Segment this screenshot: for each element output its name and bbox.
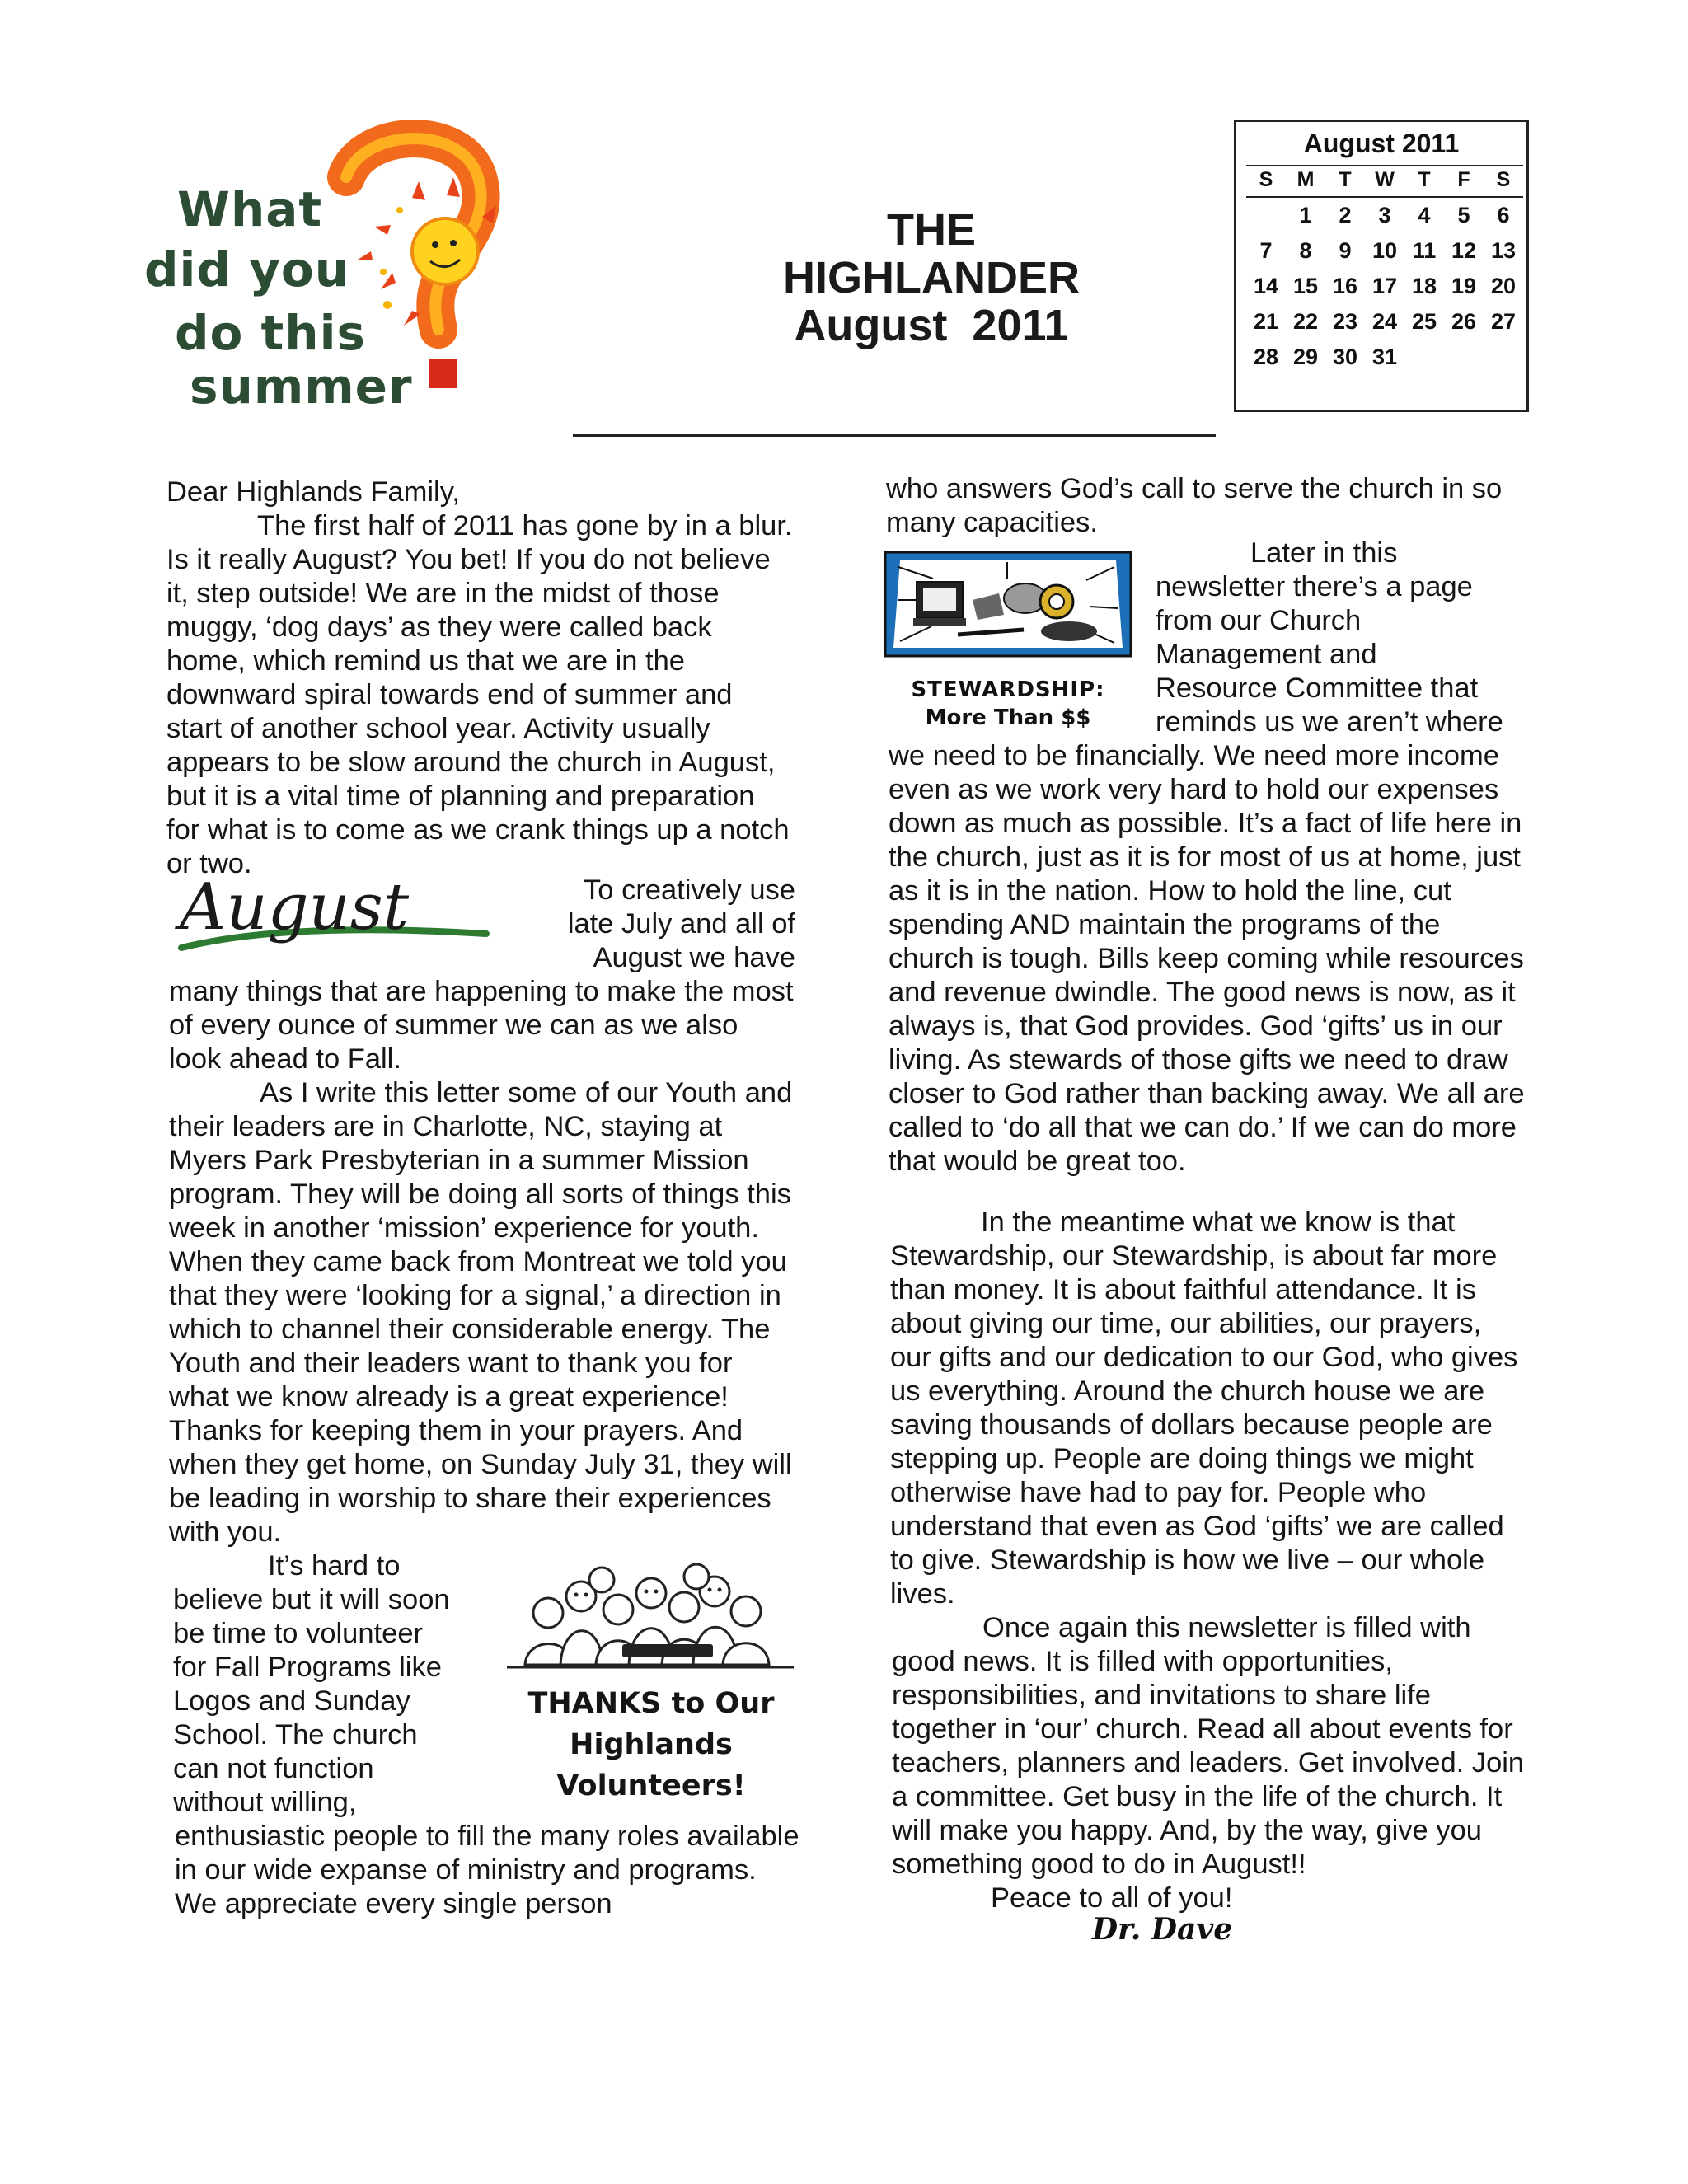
- calendar-date: 7: [1259, 238, 1273, 263]
- calendar-date: 27: [1490, 309, 1517, 334]
- calendar-date: 24: [1372, 309, 1398, 334]
- right-paragraph-0: who answers God’s call to serve the church in so many capacities.: [886, 473, 1503, 538]
- calendar-date: 2: [1339, 203, 1352, 227]
- right-paragraph-2: In the meantime what we know is that Stewardship, our Stewardship, is about far more than money. It is about faithful attendance. It is about giving our time, our abilities, our prayers, our gifts and our dedication to our God, who gives us everything. Around the church house we are saving thousands of dollars because people are stepping up. People are doing things we might otherwise have had to pay for. People who understand that even as God ‘gifts’ we are called to give. Stewardship is how we live – our whole lives.: [890, 1207, 1518, 1610]
- para-line: from our Church: [1156, 605, 1362, 636]
- calendar-date: 5: [1457, 203, 1470, 227]
- stewardship-icon: [884, 551, 1132, 658]
- para-line: believe but it will soon: [173, 1584, 450, 1615]
- calendar-day-header: T: [1418, 168, 1431, 191]
- calendar-date: 3: [1378, 203, 1391, 227]
- para-line: Logos and Sunday: [173, 1685, 410, 1717]
- calendar-date: 1: [1299, 203, 1312, 227]
- volunteers-group-icon: [499, 1562, 802, 1673]
- calendar-week-row: [1246, 269, 1523, 304]
- para-line: School. The church: [173, 1719, 418, 1750]
- calendar-date: 12: [1451, 238, 1477, 263]
- calendar-day-header: T: [1339, 168, 1352, 191]
- calendar-grid: [1246, 165, 1523, 375]
- para-line: newsletter there’s a page: [1156, 571, 1473, 602]
- calendar-date: 9: [1339, 238, 1352, 263]
- august-script-icon: [165, 869, 511, 960]
- calendar-week-row: [1246, 340, 1523, 375]
- calendar-day-header: M: [1296, 168, 1315, 191]
- calendar-date: 8: [1299, 238, 1312, 263]
- para-line: be time to volunteer: [173, 1618, 424, 1649]
- calendar-date: 19: [1451, 274, 1477, 298]
- calendar-date: 15: [1292, 274, 1319, 298]
- para-line: Resource Committee that: [1156, 673, 1479, 704]
- signature: Dr. Dave: [1091, 1912, 1233, 1947]
- left-paragraph-2-start: To creatively use late July and all of August we have: [567, 874, 795, 973]
- calendar-date: 30: [1332, 344, 1358, 369]
- calendar-week-row: [1246, 233, 1523, 269]
- stewardship-caption-title: STEWARDSHIP:: [911, 677, 1105, 702]
- para-line: Management and: [1156, 639, 1377, 670]
- calendar-day-header: S: [1259, 168, 1273, 191]
- logo-word-4: summer: [190, 359, 413, 415]
- greeting: Dear Highlands Family,: [166, 476, 460, 508]
- caption-line: Volunteers!: [556, 1769, 746, 1802]
- august-script-art: [165, 869, 511, 960]
- volunteers-clipart: [499, 1562, 802, 1673]
- caption-line: THANKS to Our: [528, 1687, 775, 1720]
- newsletter-title: [676, 206, 1187, 349]
- calendar-day-header: F: [1457, 168, 1470, 191]
- title-line-2: HIGHLANDER: [783, 253, 1080, 302]
- stewardship-caption-subtitle: More Than $$: [925, 705, 1091, 730]
- logo-word-1: What: [177, 181, 323, 237]
- summer-logo: [140, 120, 569, 416]
- calendar-week-row: [1246, 198, 1523, 233]
- right-paragraph-3: Once again this newsletter is filled with good news. It is filled with opportunities, responsibilities, and invitations to share life together in ‘our’ church. Read all about events for teachers, planners and leaders. Get involved. Join a committee. Get busy in the life of the church. It will make you happy. And, by the way, give you something good to do in August!!: [892, 1612, 1525, 1880]
- calendar-date: 21: [1253, 309, 1279, 334]
- title-divider: [573, 434, 1216, 437]
- para-line: can not function: [173, 1753, 374, 1784]
- calendar-date: 23: [1332, 309, 1358, 334]
- calendar-date: 10: [1372, 238, 1398, 263]
- right-paragraph-1-lines: [1156, 537, 1535, 739]
- left-paragraph-1: The first half of 2011 has gone by in a blur. Is it really August? You bet! If you do not believe it, step outside! We are in the midst of those muggy, ‘dog days’ as they were called back home, which remind us that we are in the downward spiral towards end of summer and start of another school year. Activity usually appears to be slow around the church in August, but it is a vital time of planning and preparation for what is to come as we crank things up a notch or two.: [166, 510, 793, 879]
- title-line-3: August 2011: [794, 301, 1069, 350]
- calendar-month: August 2011: [1303, 129, 1460, 158]
- logo-word-3: do this: [175, 305, 366, 361]
- calendar-day-header: W: [1375, 168, 1395, 191]
- para-line: It’s hard to: [268, 1550, 401, 1582]
- calendar-header-row: [1246, 165, 1523, 198]
- calendar-date: 17: [1372, 274, 1398, 298]
- calendar: [1234, 120, 1529, 412]
- calendar-date: 14: [1253, 274, 1279, 298]
- title-line-1: THE: [887, 205, 976, 255]
- para-line: Later in this: [1250, 537, 1398, 569]
- calendar-week-row: [1246, 304, 1523, 340]
- para-line: reminds us we aren’t where: [1156, 706, 1503, 738]
- calendar-date: 22: [1292, 309, 1319, 334]
- logo-word-2: did you: [144, 241, 350, 298]
- left-paragraph-3: As I write this letter some of our Youth and their leaders are in Charlotte, NC, staying at Myers Park Presbyterian in a summer Mission program. They will be doing all sorts of things this week in another ‘mission’ experience for youth. When they came back from Montreat we told you that they were ‘looking for a signal,’ a direction in which to channel their considerable energy. The Youth and their leaders want to thank you for what we know already is a great experience! Thanks for keeping them in your prayers. And when they get home, on Sunday July 31, they will be leading in worship to share their experiences with you.: [169, 1077, 793, 1548]
- para-line: for Fall Programs like: [173, 1652, 442, 1683]
- caption-line: Highlands: [570, 1728, 733, 1761]
- calendar-date: 31: [1372, 344, 1398, 369]
- calendar-date: 6: [1497, 203, 1510, 227]
- volunteers-caption: [511, 1683, 791, 1807]
- calendar-date: 29: [1292, 344, 1319, 369]
- right-paragraph-1-rest: we need to be financially. We need more income even as we work very hard to hold our expenses down as much as possible. It’s a fact of life here in the church, just as it is for most of us at home, just as it is in the nation. How to hold the line, cut spending AND maintain the programs of the church is tough. Bills keep coming while resources and revenue dwindle. The good news is now, as it always is, that God provides. God ‘gifts’ us in our living. As stewards of those gifts we need to draw closer to God rather than backing away. We all are called to ‘do all that we can do.’ If we can do more that would be great too.: [889, 740, 1525, 1177]
- para-line: without willing,: [173, 1787, 357, 1818]
- calendar-date: 13: [1490, 238, 1517, 263]
- stewardship-clipart: [884, 551, 1132, 658]
- calendar-date: 18: [1411, 274, 1437, 298]
- calendar-date: 25: [1411, 309, 1437, 334]
- closing-line: Peace to all of you!: [991, 1882, 1233, 1914]
- calendar-date: 4: [1418, 203, 1431, 227]
- calendar-date: 11: [1412, 238, 1437, 263]
- calendar-date: 26: [1451, 309, 1477, 334]
- calendar-date: 20: [1490, 274, 1517, 298]
- calendar-date: 28: [1253, 344, 1279, 369]
- left-paragraph-4-lines: [173, 1549, 495, 1820]
- left-paragraph-4-rest: enthusiastic people to fill the many roles available in our wide expanse of ministry and programs. We appreciate every single person: [175, 1821, 799, 1919]
- left-paragraph-2-rest: many things that are happening to make the most of every ounce of summer we can as we also look ahead to Fall.: [169, 976, 794, 1075]
- calendar-date: 16: [1332, 274, 1358, 298]
- august-script-text: August: [180, 870, 410, 944]
- calendar-day-header: S: [1496, 168, 1511, 191]
